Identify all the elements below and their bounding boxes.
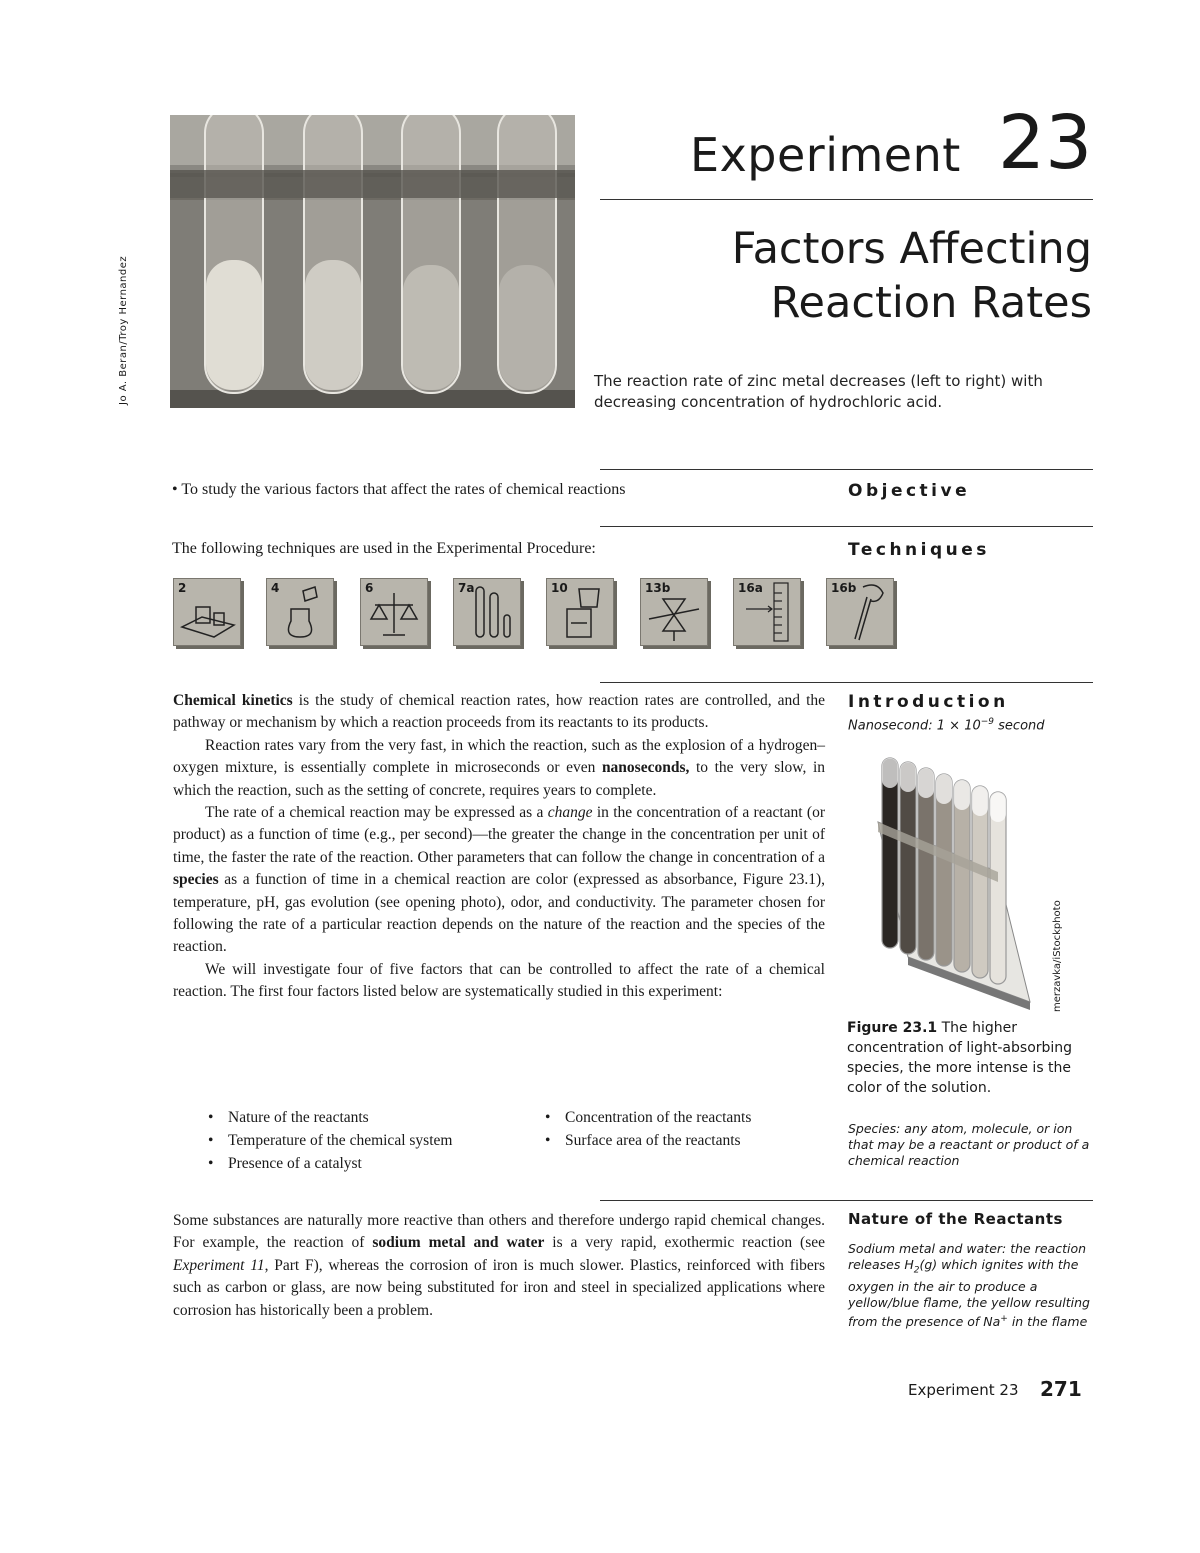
objective-heading: Objective — [848, 481, 971, 501]
species-note: Species: any atom, molecule, or ion that may be a reactant or product of a chemical reaction — [848, 1121, 1090, 1168]
technique-icon-2: 2 — [173, 578, 241, 646]
list-item: • Presence of a catalyst — [208, 1152, 452, 1175]
intro-paragraph-2: Reaction rates vary from the very fast, in which the reaction, such as the explosion of a hydrogen–oxygen mixture, is essentially complete in microseconds or even nanoseconds, to the very slow, in which the reaction, such as the setting of concrete, requires years to complete. — [173, 736, 825, 799]
intro-paragraph-4: We will investigate four of five factors that can be controlled to affect the rate of a chemical reaction. The first four factors listed below are systematically studied in this experiment: — [173, 960, 825, 1001]
nature-paragraph: Some substances are naturally more reactive than others and therefore undergo rapid chemical changes. For example, the reaction of sodium metal and water is a very rapid, exothermic reaction (see Experiment 11, Part F), whereas the corrosion of iron is much slower. Plastics, reinforced with fibers such as carbon or glass, are now being substituted for iron and steel in specialized applications where corrosion has historically been a problem. — [173, 1212, 825, 1319]
introduction-heading: Introduction — [848, 692, 1009, 712]
footer-label: Experiment 23 — [908, 1381, 1019, 1399]
technique-icon-4: 4 — [266, 578, 334, 646]
techniques-rule — [600, 526, 1093, 527]
photo-caption: The reaction rate of zinc metal decreases (left to right) with decreasing concentration of hydrochloric acid. — [594, 372, 1043, 411]
title-line-2: Reaction Rates — [770, 278, 1092, 328]
list-item: • Nature of the reactants — [208, 1106, 452, 1129]
technique-icon-7a: 7a — [453, 578, 521, 646]
technique-icon-10: 10 — [546, 578, 614, 646]
sodium-note: Sodium metal and water: the reaction releases $H_2(g)$ which ignites with the oxygen in the air to produce a yellow/blue flame, the yellow resulting from the presence of Na+ in the flame — [848, 1241, 1090, 1329]
photo-credit: Jo A. Beran/Troy Hernandez — [118, 255, 129, 405]
header-rule — [600, 199, 1093, 200]
figure-credit: merzavka/iStockphoto — [1052, 900, 1063, 1012]
introduction-body — [173, 690, 825, 1004]
opening-photo — [170, 115, 575, 408]
intro-paragraph-1: Chemical kinetics is the study of chemical reaction rates, how reaction rates are controlled, and the pathway or mechanism by which a reaction proceeds from its reactants to its products. — [173, 692, 826, 732]
techniques-intro: The following techniques are used in the Experimental Procedure: — [172, 540, 596, 557]
page-title — [600, 222, 1092, 330]
objective-text: • To study the various factors that affect the rates of chemical reactions — [172, 481, 626, 498]
figure-23-1-image — [848, 752, 1048, 1014]
experiment-number: 23 — [998, 100, 1093, 186]
nanosecond-note: Nanosecond: $1 \times 10^{-9}$ second — [848, 717, 1045, 734]
technique-icons — [173, 578, 903, 648]
technique-icon-16a: 16a — [733, 578, 801, 646]
intro-paragraph-3: The rate of a chemical reaction may be expressed as a change in the concentration of a reactant (or product) as a function of time (e.g., per second)—the greater the change in the concentration per unit of time, the faster the rate of the reaction. Other parameters that can follow the change in concentration of a species as a function of time in a chemical reaction are color (expressed as absorbance, Figure 23.1), temperature, pH, gas evolution (see opening photo), odor, and conductivity. The parameter chosen for following the rate of a particular reaction depends on the nature of the reaction and the species of the reaction. — [173, 804, 825, 956]
technique-icon-13b: 13b — [640, 578, 708, 646]
title-line-1: Factors Affecting — [731, 224, 1092, 274]
figure-caption: Figure 23.1 The higher concentration of light-absorbing species, the more intense is the color of the solution. — [847, 1020, 1073, 1096]
nature-rule — [600, 1200, 1093, 1201]
nature-body — [173, 1210, 825, 1322]
list-item: • Temperature of the chemical system — [208, 1129, 452, 1152]
techniques-heading: Techniques — [848, 540, 990, 560]
experiment-label: Experiment — [690, 128, 961, 182]
technique-icon-6: 6 — [360, 578, 428, 646]
list-item: • Concentration of the reactants — [545, 1106, 751, 1129]
page-number: 271 — [1040, 1377, 1082, 1401]
list-item: • Surface area of the reactants — [545, 1129, 751, 1152]
technique-icon-16b: 16b — [826, 578, 894, 646]
introduction-rule — [600, 682, 1093, 683]
nature-heading: Nature of the Reactants — [848, 1210, 1063, 1228]
objective-rule — [600, 469, 1093, 470]
